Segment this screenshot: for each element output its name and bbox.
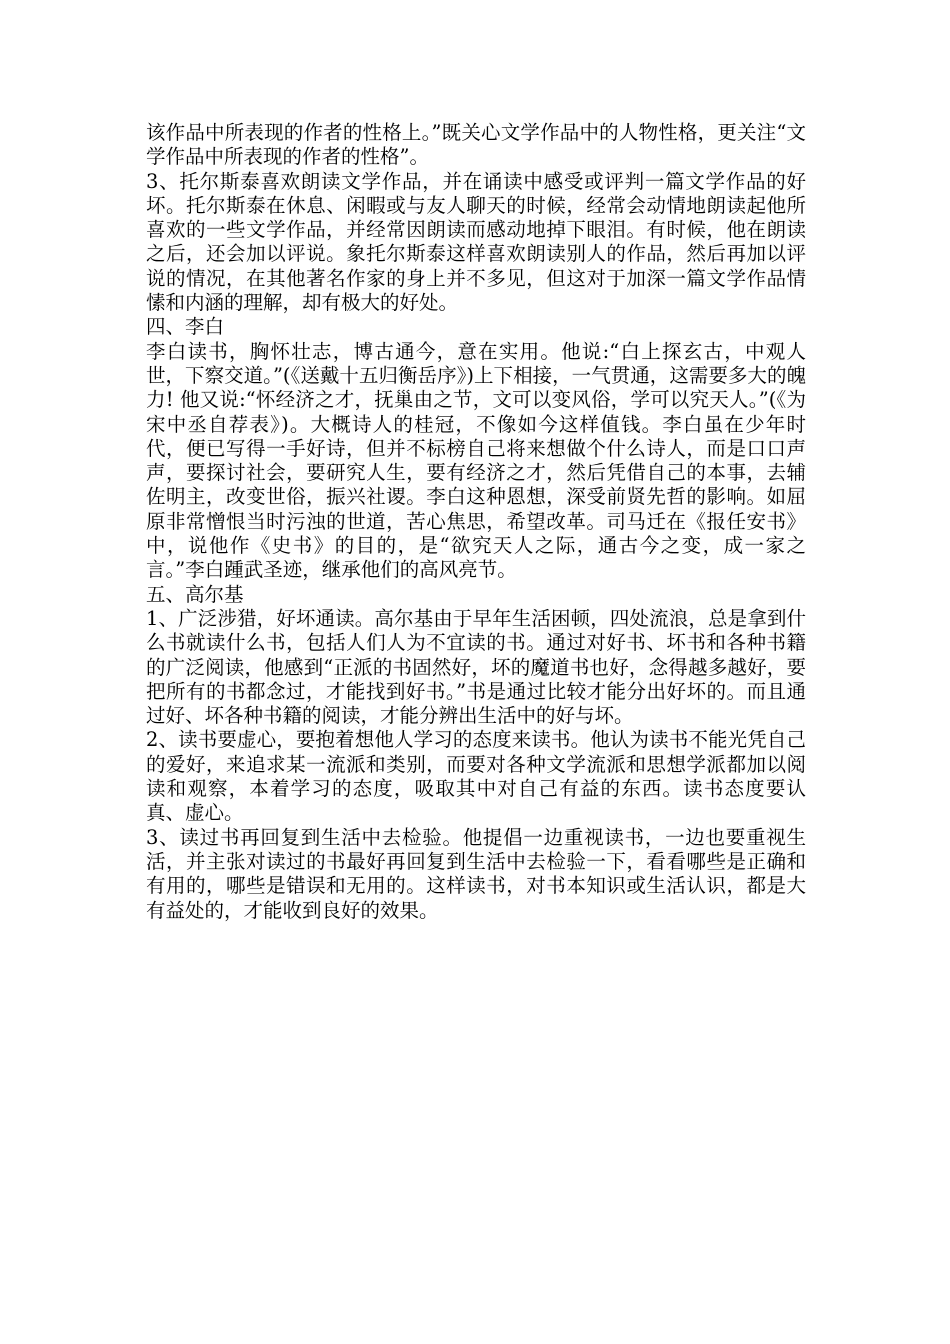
paragraph-gorky-point-2: 2、读书要虚心，要抱着想他人学习的态度来读书。他认为读书不能光凭自己的爱好，来追求某一流派和类别，而要对各种文学流派和思想学派都加以阅读和观察，本着学习的态度，吸取其中对自己有益的东西。读书态度要认真、虚心。 <box>146 728 806 825</box>
paragraph-tolstoy-point-3: 3、托尔斯泰喜欢朗读文学作品，并在诵读中感受或评判一篇文学作品的好坏。托尔斯泰在休息、闲暇或与友人聊天的时候，经常会动情地朗读起他所喜欢的一些文学作品，并经常因朗读而感动地掉下眼泪。有时候，他在朗读之后，还会加以评说。象托尔斯泰这样喜欢朗读别人的作品，然后再加以评说的情况，在其他著名作家的身上并不多见，但这对于加深一篇文学作品情愫和内涵的理解，却有极大的好处。 <box>146 169 806 315</box>
paragraph-tolstoy-intro-end: 该作品中所表现的作者的性格上。”既关心文学作品中的人物性格，更关注“文学作品中所表现的作者的性格”。 <box>146 121 806 169</box>
paragraph-gorky-point-1: 1、广泛涉猎，好坏通读。高尔基由于早年生活困顿，四处流浪，总是拿到什么书就读什么书，包括人们人为不宜读的书。通过对好书、坏书和各种书籍的广泛阅读，他感到“正派的书固然好，坏的魔道书也好，念得越多越好，要把所有的书都念过，才能找到好书。”书是通过比较才能分出好坏的。而且通过好、坏各种书籍的阅读，才能分辨出生活中的好与坏。 <box>146 606 806 728</box>
paragraph-gorky-point-3: 3、读过书再回复到生活中去检验。他提倡一边重视读书，一边也要重视生活，并主张对读过的书最好再回复到生活中去检验一下，看看哪些是正确和有用的，哪些是错误和无用的。这样读书，对书本知识或生活认识，都是大有益处的，才能收到良好的效果。 <box>146 825 806 922</box>
section-heading-li-bai: 四、李白 <box>146 315 225 339</box>
paragraph-li-bai: 李白读书，胸怀壮志，博古通今，意在实用。他说:“白上探玄古，中观人世，下察交道。”(《送戴十五归衡岳序》)上下相接，一气贯通，这需要多大的魄力! 他又说:“怀经济之才，抚巢由之节，文可以变风俗，学可以究天人。”(《为宋中丞自荐表》)。大概诗人的桂冠，不像如今这样值钱。李白虽在少年时代，便已写得一手好诗，但并不标榜自己将来想做个什么诗人，而是口口声声，要探讨社会，要研究人生，要有经济之才，然后凭借自己的本事，去辅佐明主，改变世俗，振兴社谡。李白这种恩想，深受前贤先哲的影响。如屈原非常憎恨当时污浊的世道，苦心焦思，希望改革。司马迁在《报任安书》中，说他作《史书》的目的，是“欲究天人之际，通古今之变，成一家之言。”李白踵武圣迹，继承他们的高风亮节。 <box>146 339 806 582</box>
document-body <box>146 121 806 923</box>
section-heading-gorky: 五、高尔基 <box>146 582 244 606</box>
